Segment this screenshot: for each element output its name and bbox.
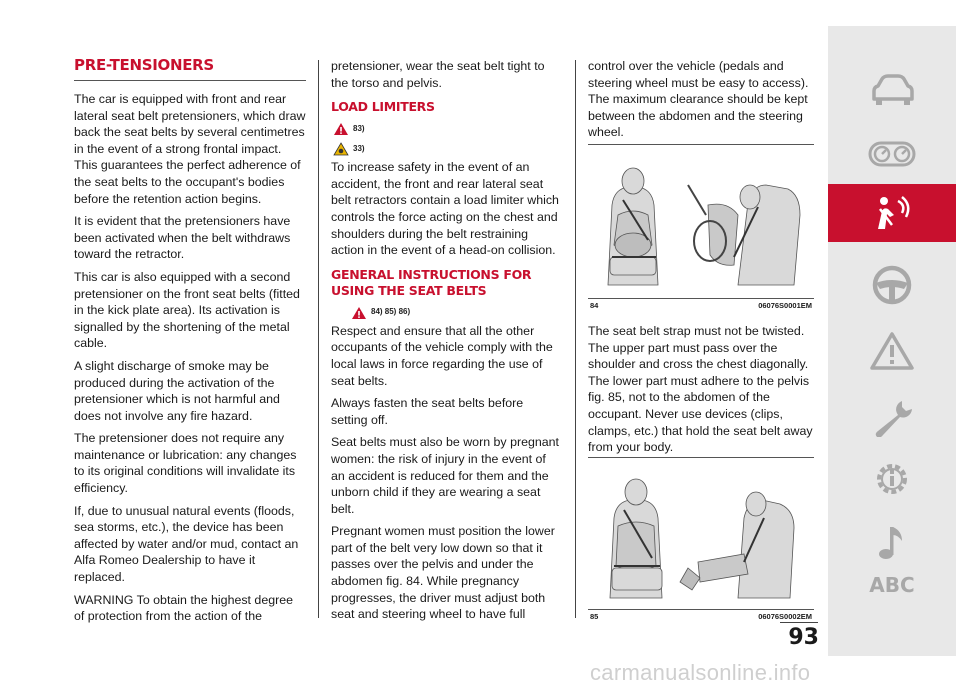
page-number: 93 [788, 625, 819, 650]
caution-triangle-icon [333, 142, 349, 156]
wrench-icon [868, 397, 916, 437]
sidebar-item-safety[interactable] [828, 184, 956, 242]
figure-number: 84 [590, 301, 599, 310]
paragraph: To increase safety in the event of an accident, the front and rear lateral seat belt retractors contain a load limiter which controls the force acting on the chest and shoulders during the belt restraining action in the event of a head-on collision. [331, 160, 559, 258]
column-3 [588, 58, 818, 147]
paragraph: The pretensioner does not require any maintenance or lubrication: any changes to its original conditions will invalidate its efficiency. [74, 431, 297, 496]
sidebar-item-emergency[interactable] [828, 322, 956, 380]
figure-85 [588, 457, 814, 621]
warning-ref-label: 83) [353, 123, 365, 133]
caution-reference[interactable] [333, 139, 563, 159]
section-heading-general-instructions: GENERAL INSTRUCTIONS FOR USING THE SEAT BELTS [331, 266, 532, 298]
sidebar-item-technical-data[interactable] [828, 450, 956, 508]
figure-code: 06076S0001EM [758, 301, 812, 310]
column-2 [331, 58, 563, 629]
column-3-middle [588, 323, 818, 462]
figure-84 [588, 144, 814, 310]
column-divider [575, 60, 576, 618]
sidebar-item-maintenance[interactable] [828, 388, 956, 446]
paragraph: pretensioner, wear the seat belt tight to the torso and pelvis. [331, 59, 545, 90]
figure-code: 06076S0002EM [758, 612, 812, 621]
figure-number: 85 [590, 612, 599, 621]
dashboard-gauges-icon [868, 133, 916, 173]
airbag-seatbelt-icon [868, 193, 916, 233]
car-icon [868, 71, 916, 111]
paragraph: Always fasten the seat belts before setting off. [331, 396, 524, 427]
sidebar-item-index[interactable] [828, 556, 956, 614]
section-heading-load-limiters: LOAD LIMITERS [331, 99, 435, 115]
sidebar-item-starting[interactable] [828, 256, 956, 314]
warning-reference[interactable] [351, 303, 563, 323]
paragraph: control over the vehicle (pedals and steering wheel must be easy to access). The maximum clearance should be kept between the abdomen and the steering wheel. [588, 59, 809, 140]
watermark: carmanualsonline.info [590, 660, 811, 685]
warning-triangle-icon [333, 122, 349, 136]
paragraph: It is evident that the pretensioners have been activated when the belt withdraws toward the retractor. [74, 214, 291, 262]
warning-reference[interactable] [333, 119, 563, 139]
index-label: ABC [869, 573, 915, 597]
paragraph: WARNING To obtain the highest degree of protection from the action of the [74, 592, 294, 624]
chapter-sidebar [828, 26, 956, 656]
paragraph: Seat belts must also be worn by pregnant women: the risk of injury in the event of an accident is reduced for them and the unborn child if they are wearing a seat belt. [331, 435, 559, 516]
steering-wheel-icon [868, 265, 916, 305]
column-1 [74, 56, 306, 631]
page-number-rule [780, 622, 818, 623]
paragraph: The car is equipped with front and rear lateral seat belt pretensioners, which draw back the seat belts by several centimetres in the event of a strong frontal impact. This guarantees the perfect adherence of the seat belts to the occupant's bodies before the retention action begins. [74, 92, 306, 206]
paragraph: Pregnant women must position the lower part of the belt very low down so that it passes over the pelvis and under the abdomen fig. 84. While pregnancy progresses, the driver must adjust both seat and steering wheel to have full [331, 524, 555, 622]
correct-seatbelt-position-illustration [588, 458, 814, 604]
paragraph: If, due to unusual natural events (floods, sea storms, etc.), the device has been affected by water and/or mud, contact an Alfa Romeo Dealership to have it replaced. [74, 503, 299, 585]
paragraph: The seat belt strap must not be twisted. The upper part must pass over the shoulder and cross the chest diagonally. The lower part must adhere to the pelvis fig. 85, not to the abdomen of the occupant. Never use devices (clips, clamps, etc.) that hold the seat belt away from your body. [588, 324, 813, 455]
warning-triangle-icon [868, 331, 916, 371]
gear-info-icon [868, 459, 916, 499]
sidebar-item-car[interactable] [828, 62, 956, 120]
column-divider [318, 60, 319, 618]
warning-triangle-icon [351, 306, 367, 320]
paragraph: This car is also equipped with a second pretensioner on the front seat belts (fitted in the kick plate area). Its activation is signalled by the shortening of the metal cable. [74, 269, 300, 351]
paragraph: A slight discharge of smoke may be produced during the activation of the pretensioner which is not harmful and does not involve any fire hazard. [74, 358, 280, 423]
sidebar-item-dashboard[interactable] [828, 124, 956, 182]
section-heading-pretensioners: PRE-TENSIONERS [74, 56, 306, 81]
caution-ref-label: 33) [353, 143, 365, 153]
paragraph: Respect and ensure that all the other occupants of the vehicle comply with the local laws in force regarding the use of seat belts. [331, 323, 553, 388]
pregnant-woman-seatbelt-illustration [588, 145, 814, 293]
warning-ref-label: 84) 85) 86) [371, 307, 411, 317]
